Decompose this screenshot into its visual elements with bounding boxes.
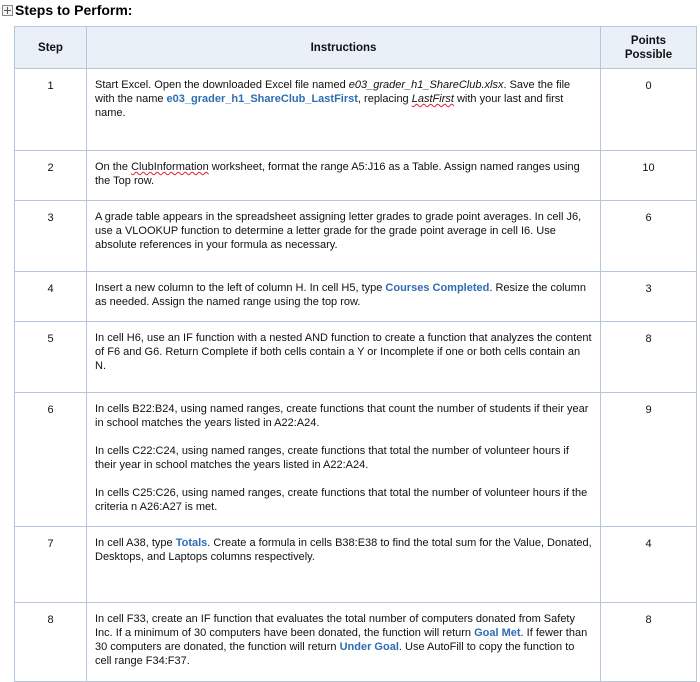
points-header-line2: Possible bbox=[624, 48, 673, 61]
move-handle-icon[interactable] bbox=[2, 5, 13, 16]
step-number: 5 bbox=[15, 322, 87, 393]
instruction-paragraph: In cells C22:C24, using named ranges, create functions that total the number of volunteer hours if their year in school matches the years listed in A22:A24. bbox=[95, 445, 569, 471]
points-header-line1: Points bbox=[630, 34, 667, 47]
instruction-cell: A grade table appears in the spreadsheet assigning letter grades to grade point averages. In cell J6, use a VLOOKUP function to determine a letter grade for the grade point average in cell I6. Use absolute references in your formula as necessary. bbox=[87, 201, 601, 272]
table-row bbox=[15, 603, 697, 682]
points-value: 8 bbox=[601, 603, 697, 682]
table-row bbox=[15, 201, 697, 272]
totals-highlight: Totals bbox=[175, 537, 208, 549]
steps-table bbox=[14, 26, 697, 682]
points-value: 8 bbox=[601, 322, 697, 393]
step-number: 7 bbox=[15, 527, 87, 603]
column-header-instructions: Instructions bbox=[87, 27, 601, 69]
column-header-points bbox=[601, 27, 697, 69]
points-value: 10 bbox=[601, 151, 697, 201]
goal-met-highlight: Goal Met bbox=[474, 627, 521, 639]
step-number: 4 bbox=[15, 272, 87, 322]
instruction-cell: In cell H6, use an IF function with a nested AND function to create a function that analyzes the content of F6 and G6. Return Complete if both cells contain a Y or Incomplete if one or both cells contain an N. bbox=[87, 322, 601, 393]
step-number: 1 bbox=[15, 69, 87, 151]
instruction-cell: Insert a new column to the left of column H. In cell H5, type Courses Completed. Resize the column as needed. Assign the named range using the top row. bbox=[87, 272, 601, 322]
file-name-text: e03_grader_h1_ShareClub.xlsx bbox=[348, 79, 504, 91]
courses-completed-highlight: Courses Completed bbox=[385, 282, 490, 294]
section-title: Steps to Perform: bbox=[15, 2, 133, 18]
step-number: 6 bbox=[15, 393, 87, 527]
section-header bbox=[0, 0, 700, 22]
lastfirst-text: LastFirst bbox=[411, 93, 454, 105]
under-goal-highlight: Under Goal bbox=[339, 641, 399, 653]
table-row bbox=[15, 322, 697, 393]
column-header-step: Step bbox=[15, 27, 87, 69]
table-row bbox=[15, 527, 697, 603]
table-row bbox=[15, 393, 697, 527]
points-value: 4 bbox=[601, 527, 697, 603]
save-name-highlight: e03_grader_h1_ShareClub_LastFirst bbox=[166, 93, 358, 105]
instruction-cell: Start Excel. Open the downloaded Excel file named e03_grader_h1_ShareClub.xlsx. Save the file with the name e03_grader_h1_ShareClub_LastFirst, replacing LastFirst with your last and first name. bbox=[87, 69, 601, 151]
table-row bbox=[15, 272, 697, 322]
instruction-cell: In cell A38, type Totals. Create a formula in cells B38:E38 to find the total sum for the Value, Donated, Desktops, and Laptops columns respectively. bbox=[87, 527, 601, 603]
instruction-cell bbox=[87, 393, 601, 527]
points-value: 0 bbox=[601, 69, 697, 151]
instruction-cell: On the ClubInformation worksheet, format the range A5:J16 as a Table. Assign named ranges using the Top row. bbox=[87, 151, 601, 201]
instruction-paragraph: In cells B22:B24, using named ranges, create functions that count the number of students if their year in school matches the years listed in A22:A24. bbox=[95, 403, 589, 429]
worksheet-name-text: ClubInformation bbox=[131, 161, 209, 173]
step-number: 3 bbox=[15, 201, 87, 272]
table-header-row bbox=[15, 27, 697, 69]
instruction-paragraph: In cells C25:C26, using named ranges, create functions that total the number of volunteer hours if the criteria n A26:A27 is met. bbox=[95, 487, 588, 513]
table-row bbox=[15, 151, 697, 201]
points-value: 3 bbox=[601, 272, 697, 322]
step-number: 2 bbox=[15, 151, 87, 201]
points-value: 9 bbox=[601, 393, 697, 527]
step-number: 8 bbox=[15, 603, 87, 682]
points-value: 6 bbox=[601, 201, 697, 272]
table-row bbox=[15, 69, 697, 151]
instruction-cell: In cell F33, create an IF function that evaluates the total number of computers donated from Safety Inc. If a minimum of 30 computers have been donated, the function will return Goal Met. If fewer than 30 computers are donated, the function will return Under Goal. Use AutoFill to copy the function to cell range F34:F37. bbox=[87, 603, 601, 682]
